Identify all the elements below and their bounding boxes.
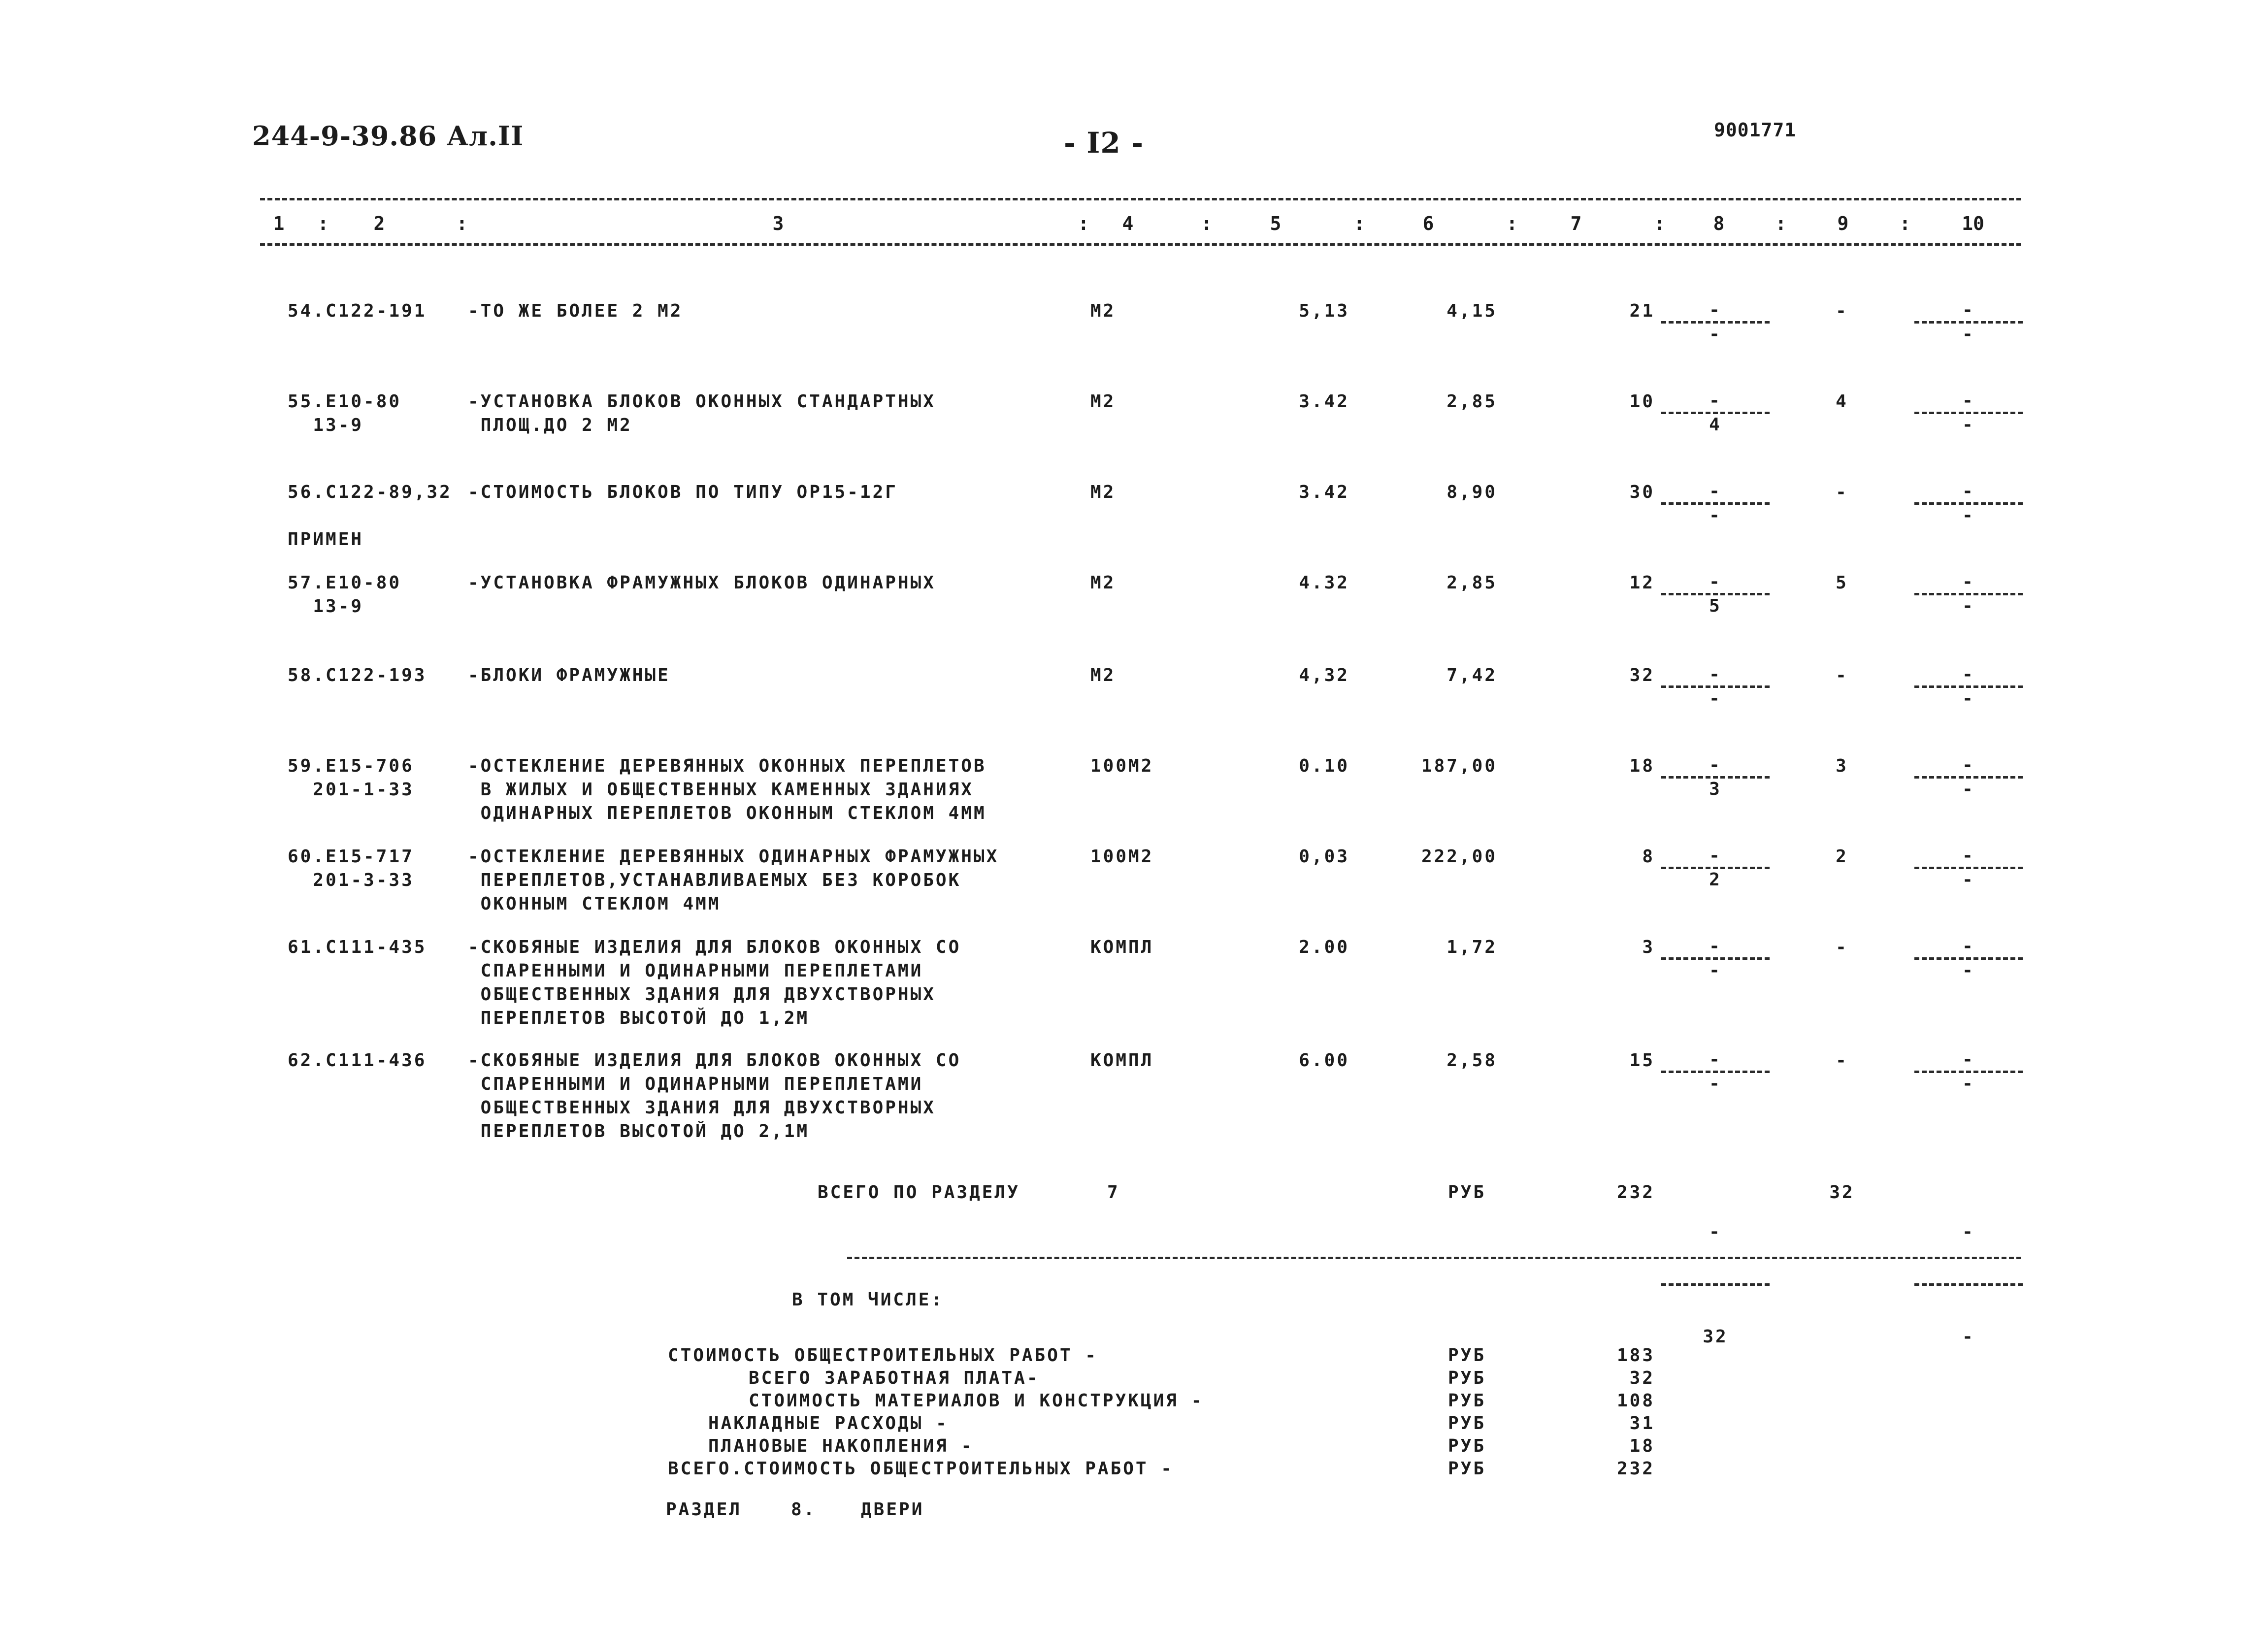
row-col10-bottom: - bbox=[1962, 1074, 1975, 1094]
row-quantity: 6.00 bbox=[1299, 1050, 1349, 1071]
row-unit-price: 222,00 bbox=[1421, 847, 1497, 867]
row-total: 21 bbox=[1629, 301, 1655, 321]
row-quantity: 0,03 bbox=[1299, 847, 1349, 867]
row-code: 57.Е10-80 13-9 bbox=[288, 573, 402, 617]
row-description: -СКОБЯНЫЕ ИЗДЕЛИЯ ДЛЯ БЛОКОВ ОКОННЫХ СО СПАРЕННЫМИ И ОДИНАРНЫМИ ПЕРЕПЛЕТАМИ ОБЩЕСТВЕННЫХ ЗДАНИЯ ДЛЯ ДВУХСТВОРНЫХ ПЕРЕПЛЕТОВ ВЫСОТОЙ ДО 2,1М bbox=[468, 1050, 961, 1141]
breakdown-value: 183 bbox=[1616, 1345, 1655, 1366]
row-description: -СТОИМОСТЬ БЛОКОВ ПО ТИПУ ОР15-12Г bbox=[468, 482, 898, 502]
row-col8-top: - bbox=[1709, 572, 1722, 592]
row-unit: М2 bbox=[1090, 391, 1116, 412]
column-separator: : bbox=[1654, 213, 1666, 234]
column-separator: : bbox=[1775, 213, 1787, 234]
row-quantity: 5,13 bbox=[1299, 301, 1349, 321]
row-total: 15 bbox=[1629, 1050, 1655, 1071]
row-col9: 4 bbox=[1836, 391, 1848, 412]
section-total-unit: РУБ bbox=[1448, 1182, 1486, 1203]
breakdown-value: 32 bbox=[1629, 1368, 1655, 1388]
row-col10 bbox=[1912, 571, 2025, 617]
breakdown-label: ВСЕГО ЗАРАБОТНАЯ ПЛАТА- bbox=[749, 1368, 1040, 1388]
column-number-6: 6 bbox=[1422, 213, 1434, 234]
column-number-2: 2 bbox=[373, 213, 385, 234]
row-code: 59.Е15-706 201-1-33 bbox=[288, 756, 414, 800]
row-description: -УСТАНОВКА ФРАМУЖНЫХ БЛОКОВ ОДИНАРНЫХ bbox=[468, 573, 936, 593]
row-col8-bottom: - bbox=[1709, 1074, 1722, 1094]
section-total-col9: 32 bbox=[1829, 1182, 1855, 1203]
row-code: 55.Е10-80 13-9 bbox=[288, 391, 402, 435]
breakdown-unit: РУБ bbox=[1448, 1368, 1486, 1388]
row-col8-bottom: 4 bbox=[1709, 415, 1722, 435]
breakdown-label: НАКЛАДНЫЕ РАСХОДЫ - bbox=[708, 1413, 949, 1434]
row-col8-top: - bbox=[1709, 300, 1722, 320]
row-col8 bbox=[1659, 571, 1772, 617]
row-unit: КОМПЛ bbox=[1090, 1050, 1154, 1071]
row-col10-bottom: - bbox=[1962, 596, 1975, 616]
row-unit: М2 bbox=[1090, 301, 1116, 321]
column-separator: : bbox=[1201, 213, 1213, 234]
row-unit-price: 2,85 bbox=[1446, 573, 1497, 593]
row-col10-top: - bbox=[1962, 936, 1975, 956]
table-header-rule bbox=[260, 243, 2021, 246]
row-total: 30 bbox=[1629, 482, 1655, 502]
breakdown-label: ВСЕГО.СТОИМОСТЬ ОБЩЕСТРОИТЕЛЬНЫХ РАБОТ - bbox=[668, 1459, 1174, 1479]
row-description: -СКОБЯНЫЕ ИЗДЕЛИЯ ДЛЯ БЛОКОВ ОКОННЫХ СО СПАРЕННЫМИ И ОДИНАРНЫМИ ПЕРЕПЛЕТАМИ ОБЩЕСТВЕННЫХ ЗДАНИЯ ДЛЯ ДВУХСТВОРНЫХ ПЕРЕПЛЕТОВ ВЫСОТОЙ ДО 1,2М bbox=[468, 937, 961, 1028]
column-separator: : bbox=[1078, 213, 1089, 234]
row-code: 56.С122-89,32 bbox=[288, 482, 452, 502]
row-code: 54.С122-191 bbox=[288, 301, 427, 321]
row-total: 8 bbox=[1642, 847, 1655, 867]
breakdown-value: 18 bbox=[1629, 1436, 1655, 1456]
section-total-label: ВСЕГО ПО РАЗДЕЛУ bbox=[818, 1182, 1020, 1203]
row-total: 18 bbox=[1629, 756, 1655, 776]
row-col8 bbox=[1659, 481, 1772, 526]
row-col8 bbox=[1659, 1049, 1772, 1095]
row-col8 bbox=[1659, 664, 1772, 710]
breakdown-unit: РУБ bbox=[1448, 1436, 1486, 1456]
row-col8-top: - bbox=[1709, 391, 1722, 411]
column-number-8: 8 bbox=[1713, 213, 1725, 234]
column-number-10: 10 bbox=[1962, 213, 1984, 234]
row-description: -УСТАНОВКА БЛОКОВ ОКОННЫХ СТАНДАРТНЫХ ПЛОЩ.ДО 2 М2 bbox=[468, 391, 936, 435]
row-col10 bbox=[1912, 390, 2025, 436]
row-col8-bottom: - bbox=[1709, 688, 1722, 709]
row-unit-price: 8,90 bbox=[1446, 482, 1497, 502]
row-description: -ТО ЖЕ БОЛЕЕ 2 М2 bbox=[468, 301, 683, 321]
section-total-col8-bottom: 32 bbox=[1703, 1327, 1728, 1347]
row-col10-bottom: - bbox=[1962, 415, 1975, 435]
row-col8-top: - bbox=[1709, 846, 1722, 866]
row-col10 bbox=[1912, 299, 2025, 345]
row-col10-top: - bbox=[1962, 300, 1975, 320]
section-total-value: 232 bbox=[1616, 1182, 1655, 1203]
row-code: 61.С111-435 bbox=[288, 937, 427, 957]
row-total: 32 bbox=[1629, 665, 1655, 685]
document-code: 244-9-39.86 Ал.II bbox=[252, 120, 524, 152]
row-unit: М2 bbox=[1090, 573, 1116, 593]
row-col10-top: - bbox=[1962, 664, 1975, 684]
row-col9: 3 bbox=[1836, 756, 1848, 776]
column-separator: : bbox=[1353, 213, 1365, 234]
row-col8-top: - bbox=[1709, 936, 1722, 956]
next-section-label: РАЗДЕЛ bbox=[666, 1499, 742, 1520]
breakdown-unit: РУБ bbox=[1448, 1391, 1486, 1411]
row-col8-bottom: - bbox=[1709, 505, 1722, 525]
row-col8-top: - bbox=[1709, 755, 1722, 775]
row-col10 bbox=[1912, 481, 2025, 526]
column-number-3: 3 bbox=[772, 213, 784, 234]
breakdown-value: 232 bbox=[1616, 1459, 1655, 1479]
row-col10-bottom: - bbox=[1962, 688, 1975, 709]
table-top-rule bbox=[260, 198, 2021, 200]
section-total-col10 bbox=[1912, 1181, 2025, 1388]
next-section-row bbox=[0, 1498, 2268, 1599]
row-unit: М2 bbox=[1090, 665, 1116, 685]
row-col9: - bbox=[1836, 482, 1848, 502]
row-code: 60.Е15-717 201-3-33 bbox=[288, 847, 414, 890]
row-col10-top: - bbox=[1962, 481, 1975, 501]
column-separator: : bbox=[317, 213, 329, 234]
section-total-col8 bbox=[1659, 1181, 1772, 1388]
row-col10 bbox=[1912, 664, 2025, 710]
row-col8-bottom: 2 bbox=[1709, 870, 1722, 890]
row-col8-top: - bbox=[1709, 664, 1722, 684]
row-col8 bbox=[1659, 754, 1772, 800]
row-col8-bottom: 3 bbox=[1709, 779, 1722, 799]
next-section-title: ДВЕРИ bbox=[861, 1499, 924, 1520]
row-unit: М2 bbox=[1090, 482, 1116, 502]
breakdown-heading: В ТОМ ЧИСЛЕ: bbox=[792, 1290, 944, 1310]
column-number-1: 1 bbox=[273, 213, 285, 234]
column-separator: : bbox=[456, 213, 468, 234]
row-unit-price: 2,85 bbox=[1446, 391, 1497, 412]
row-col8-bottom: 5 bbox=[1709, 596, 1722, 616]
row-col10-top: - bbox=[1962, 572, 1975, 592]
row-col10 bbox=[1912, 936, 2025, 981]
section-total-col10-bottom: - bbox=[1962, 1327, 1975, 1347]
row-unit-price: 187,00 bbox=[1421, 756, 1497, 776]
breakdown-value: 31 bbox=[1629, 1413, 1655, 1434]
column-number-7: 7 bbox=[1570, 213, 1582, 234]
breakdown-label: ПЛАНОВЫЕ НАКОПЛЕНИЯ - bbox=[708, 1436, 974, 1456]
row-description: -БЛОКИ ФРАМУЖНЫЕ bbox=[468, 665, 670, 685]
breakdown-value: 108 bbox=[1616, 1391, 1655, 1411]
breakdown-unit: РУБ bbox=[1448, 1345, 1486, 1366]
row-unit-price: 4,15 bbox=[1446, 301, 1497, 321]
row-col10-bottom: - bbox=[1962, 870, 1975, 890]
row-description: -ОСТЕКЛЕНИЕ ДЕРЕВЯННЫХ ОКОННЫХ ПЕРЕПЛЕТОВ В ЖИЛЫХ И ОБЩЕСТВЕННЫХ КАМЕННЫХ ЗДАНИЯХ ОДИНАРНЫХ ПЕРЕПЛЕТОВ ОКОННЫМ СТЕКЛОМ 4ММ bbox=[468, 756, 986, 823]
row-col10-bottom: - bbox=[1962, 960, 1975, 980]
column-separator: : bbox=[1506, 213, 1518, 234]
row-col8 bbox=[1659, 390, 1772, 436]
row-col10 bbox=[1912, 845, 2025, 891]
row-col9: - bbox=[1836, 665, 1848, 685]
breakdown-label: СТОИМОСТЬ МАТЕРИАЛОВ И КОНСТРУКЦИЯ - bbox=[749, 1391, 1204, 1411]
row-code: 58.С122-193 bbox=[288, 665, 427, 685]
row-col10-top: - bbox=[1962, 1049, 1975, 1070]
row-col10 bbox=[1912, 1049, 2025, 1095]
row-total: 10 bbox=[1629, 391, 1655, 412]
section-total-rule bbox=[847, 1257, 2021, 1259]
row-col9: 2 bbox=[1836, 847, 1848, 867]
row-col9: 5 bbox=[1836, 573, 1848, 593]
row-total: 3 bbox=[1642, 937, 1655, 957]
breakdown-unit: РУБ bbox=[1448, 1459, 1486, 1479]
column-number-4: 4 bbox=[1122, 213, 1134, 234]
row-col9: - bbox=[1836, 301, 1848, 321]
next-section-number: 8. bbox=[791, 1499, 817, 1520]
section-total-col8-top: - bbox=[1709, 1222, 1722, 1242]
breakdown-heading-row bbox=[0, 1288, 2268, 1349]
breakdown-label: СТОИМОСТЬ ОБЩЕСТРОИТЕЛЬНЫХ РАБОТ - bbox=[668, 1345, 1098, 1366]
column-number-5: 5 bbox=[1270, 213, 1282, 234]
row-col10-top: - bbox=[1962, 755, 1975, 775]
row-unit: КОМПЛ bbox=[1090, 937, 1154, 957]
row-col8-bottom: - bbox=[1709, 960, 1722, 980]
fraction-bar bbox=[1661, 1283, 1770, 1286]
row-unit: 100М2 bbox=[1090, 756, 1154, 776]
row-col8 bbox=[1659, 845, 1772, 891]
row-code: 62.С111-436 bbox=[288, 1050, 427, 1071]
row-quantity: 0.10 bbox=[1299, 756, 1349, 776]
row-col8 bbox=[1659, 299, 1772, 345]
page-number: - I2 - bbox=[1064, 126, 1144, 160]
row-note: ПРИМЕН bbox=[288, 529, 364, 550]
row-total: 12 bbox=[1629, 573, 1655, 593]
row-description: -ОСТЕКЛЕНИЕ ДЕРЕВЯННЫХ ОДИНАРНЫХ ФРАМУЖНЫХ ПЕРЕПЛЕТОВ,УСТАНАВЛИВАЕМЫХ БЕЗ КОРОБОК ОКОННЫМ СТЕКЛОМ 4ММ bbox=[468, 847, 999, 914]
column-separator: : bbox=[1899, 213, 1911, 234]
section-total-col10-top: - bbox=[1962, 1222, 1975, 1242]
row-quantity: 4.32 bbox=[1299, 573, 1349, 593]
section-total-number: 7 bbox=[1107, 1182, 1120, 1203]
row-col8-top: - bbox=[1709, 481, 1722, 501]
row-unit-price: 2,58 bbox=[1446, 1050, 1497, 1071]
row-unit-price: 7,42 bbox=[1446, 665, 1497, 685]
fraction-bar bbox=[1914, 1283, 2023, 1286]
row-quantity: 3.42 bbox=[1299, 482, 1349, 502]
row-col10 bbox=[1912, 754, 2025, 800]
row-col10-bottom: - bbox=[1962, 505, 1975, 525]
row-col8-top: - bbox=[1709, 1049, 1722, 1070]
row-unit: 100М2 bbox=[1090, 847, 1154, 867]
row-col9: - bbox=[1836, 937, 1848, 957]
column-number-9: 9 bbox=[1837, 213, 1849, 234]
row-quantity: 2.00 bbox=[1299, 937, 1349, 957]
row-quantity: 4,32 bbox=[1299, 665, 1349, 685]
row-col10-top: - bbox=[1962, 391, 1975, 411]
row-col9: - bbox=[1836, 1050, 1848, 1071]
row-col10-bottom: - bbox=[1962, 779, 1975, 799]
row-unit-price: 1,72 bbox=[1446, 937, 1497, 957]
row-col10-bottom: - bbox=[1962, 324, 1975, 344]
row-quantity: 3.42 bbox=[1299, 391, 1349, 412]
breakdown-unit: РУБ bbox=[1448, 1413, 1486, 1434]
row-col8 bbox=[1659, 936, 1772, 981]
serial-number: 9001771 bbox=[1714, 119, 1797, 141]
row-col8-bottom: - bbox=[1709, 324, 1722, 344]
row-col10-top: - bbox=[1962, 846, 1975, 866]
